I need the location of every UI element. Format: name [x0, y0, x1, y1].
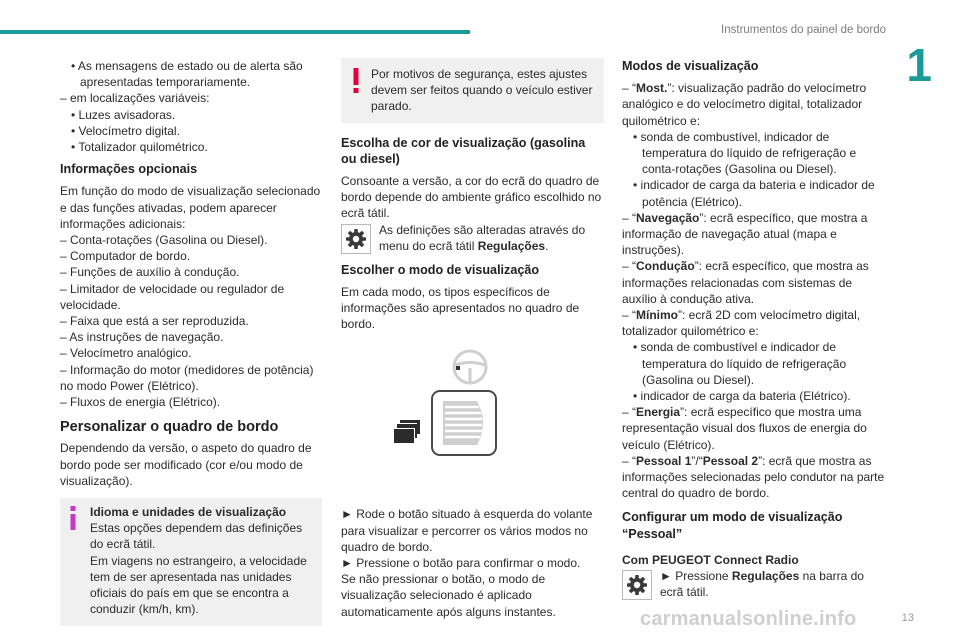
- mode-description: ”: ecrã específico que mostra uma representação visual dos fluxos de energia do veículo (Elétrico).: [622, 405, 867, 452]
- paragraph: Em cada modo, os tipos específicos de informações são apresentados no quadro de bordo.: [341, 284, 580, 332]
- note-text: Estas opções dependem das definições do ecrã tátil.: [90, 521, 303, 552]
- instruction-text-end: .: [545, 238, 549, 253]
- dash-item: – Fluxos de energia (Elétrico).: [60, 395, 221, 410]
- mode-name: Condução: [636, 259, 695, 274]
- warning-note: [341, 58, 604, 123]
- dash-item: – em localizações variáveis:: [60, 91, 210, 106]
- warning-icon: [351, 68, 361, 94]
- dash-item: – Limitador de velocidade ou regulador de velocidade.: [60, 281, 285, 312]
- gear-icon: [622, 570, 652, 600]
- dash-item: – As instruções de navegação.: [60, 330, 224, 345]
- info-note: [60, 498, 322, 625]
- mode-name: Pessoal 2: [702, 453, 759, 468]
- mode-name: Navegação: [636, 210, 700, 225]
- column-2: [341, 58, 604, 620]
- info-icon: [68, 506, 78, 530]
- display-mode-icon: [393, 420, 421, 444]
- warning-text: Por motivos de segurança, estes ajustes devem ser feitos quando o veículo estiver parado.: [371, 67, 593, 114]
- mode-description: ”: ecrã 2D com velocímetro digital, totalizador quilométrico e:: [622, 308, 861, 339]
- bullet-item: • sonda de combustível, indicador de temperatura do líquido de refrigeração e conta-rotações (Gasolina ou Diesel).: [633, 129, 857, 177]
- dash-item: – Velocímetro analógico.: [60, 346, 192, 361]
- section-heading-color: Escolha de cor de visualização (gasolina ou diesel): [341, 135, 586, 166]
- page-header-title: Instrumentos do painel de bordo: [721, 24, 886, 36]
- instruction-text: As definições são alteradas através do menu do ecrã tátil: [379, 222, 586, 253]
- thumbwheel-icon: [431, 390, 497, 456]
- header-accent-bar: [0, 30, 470, 34]
- paragraph: Em função do modo de visualização selecionado e das funções ativadas, podem aparecer informações adicionais:: [60, 184, 321, 231]
- mode-name: Energia: [636, 405, 681, 420]
- section-heading-modes: Modos de visualização: [622, 59, 759, 73]
- dash-item: – Funções de auxílio à condução.: [60, 265, 240, 280]
- mode-most: [622, 80, 890, 129]
- mode-description: ”: ecrã específico, que mostra a informação de navegação atual (mapa e instruções).: [622, 210, 868, 258]
- mode-description: ”: ecrã específico, que mostra as informações relacionadas com sistemas de auxílio à condução ativa.: [622, 259, 869, 306]
- gear-instruction: [622, 568, 890, 602]
- page-number: 13: [901, 612, 914, 624]
- mode-name: Pessoal 1: [636, 453, 692, 468]
- column-3: [622, 58, 890, 602]
- bullet-item: • Luzes avisadoras.: [71, 107, 176, 122]
- step-item: ► Pressione o botão para confirmar o modo.: [341, 556, 581, 571]
- mode-personal: [622, 453, 890, 502]
- dash: – “: [622, 453, 637, 468]
- bullet-item: • indicador de carga da bateria e indicador de potência (Elétrico).: [633, 178, 875, 209]
- note-title: Idioma e unidades de visualização: [90, 505, 287, 520]
- dash: – “: [622, 308, 637, 323]
- mode-driving: [622, 258, 890, 307]
- note-text: Em viagens no estrangeiro, a velocidade tem de ser apresentada nas unidades oficiais do país em que se encontra a conduzir (km/h, km).: [90, 553, 307, 617]
- chapter-number: 1: [906, 39, 932, 91]
- gear-instruction-text: [379, 222, 604, 254]
- step-item: ► Rode o botão situado à esquerda do volante para visualizar e percorrer os vários modos no quadro de bordo.: [341, 507, 593, 554]
- bullet-item: • As mensagens de estado ou de alerta são apresentadas temporariamente.: [71, 59, 303, 90]
- subheading-radio: Com PEUGEOT Connect Radio: [622, 552, 799, 567]
- gear-instruction: [341, 222, 604, 256]
- bullet-item: • indicador de carga da bateria (Elétrico).: [633, 389, 851, 404]
- menu-name: Regulações: [731, 569, 800, 584]
- section-heading-personalize: Personalizar o quadro de bordo: [60, 419, 279, 436]
- control-illustration: [341, 340, 604, 502]
- section-heading-config: Configurar um modo de visualização “Pessoal”: [622, 510, 843, 541]
- instruction-text-end: na barra do ecrã tátil.: [660, 569, 864, 600]
- dash: – “: [622, 210, 637, 225]
- dash: – “: [622, 259, 637, 274]
- mode-description: ”: ecrã que mostra as informações selecionadas pelo condutor na parte central do quadro de bordo.: [622, 453, 885, 501]
- section-heading-optional: Informações opcionais: [60, 162, 198, 177]
- mode-minimum: [622, 307, 890, 339]
- gear-instruction-text: [660, 568, 890, 600]
- bullet-item: • Totalizador quilométrico.: [71, 140, 208, 155]
- mode-navigation: [622, 210, 890, 259]
- steering-wheel-icon: [451, 348, 489, 386]
- mode-name: Most.: [636, 81, 668, 96]
- dash-item: – Computador de bordo.: [60, 249, 191, 264]
- watermark: carmanualsonline.info: [640, 608, 857, 630]
- bullet-item: • sonda de combustível e indicador de temperatura do líquido de refrigeração (Gasolina ou Diesel).: [633, 340, 847, 387]
- column-1: [60, 58, 322, 626]
- paragraph: Dependendo da versão, o aspeto do quadro de bordo pode ser modificado (cor e/ou modo de visualização).: [60, 441, 312, 488]
- bullet-item: • Velocímetro digital.: [71, 123, 180, 138]
- dash-item: – Conta-rotações (Gasolina ou Diesel).: [60, 233, 268, 248]
- mode-energy: [622, 404, 890, 453]
- paragraph: Consoante a versão, a cor do ecrã do quadro de bordo depende do ambiente gráfico escolhido no ecrã tátil.: [341, 174, 602, 221]
- separator: ”/“: [691, 453, 703, 468]
- dash-item: – Faixa que está a ser reproduzida.: [60, 314, 249, 329]
- paragraph: Se não pressionar o botão, o modo de visualização selecionado é aplicado automaticamente após alguns instantes.: [341, 572, 556, 619]
- dash: – “: [622, 81, 637, 96]
- mode-name: Mínimo: [636, 308, 679, 323]
- mode-description: ”: visualização padrão do velocímetro analógico e do velocímetro digital, totalizador quilométrico e:: [622, 81, 867, 128]
- dash-item: – Informação do motor (medidores de potência) no modo Power (Elétrico).: [60, 362, 314, 393]
- dash: – “: [622, 405, 637, 420]
- menu-name: Regulações: [477, 238, 546, 253]
- instruction-text: ► Pressione: [660, 569, 732, 584]
- gear-icon: [341, 224, 371, 254]
- section-heading-mode: Escolher o modo de visualização: [341, 262, 540, 277]
